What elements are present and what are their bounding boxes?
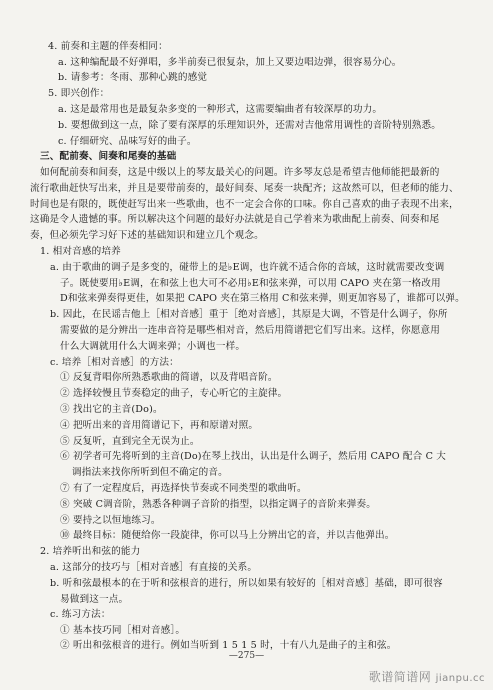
watermark-url: jianpu.cc xyxy=(435,673,485,684)
text-line: 5. 即兴创作： xyxy=(48,88,110,99)
text-line: 时间也是有限的，既使赶写出来一些歌曲，也不一定会合你的口味。你自己喜欢的曲子表现不出来， xyxy=(30,199,459,210)
list-item: ⑥ 初学者可先将听到的主音(Do)在琴上找出，认出是什么调子，然后用 CAPO 配合 C 大 xyxy=(60,451,447,462)
text-line: b. 因此，在民谣吉他上［相对音感］重于［绝对音感］，其原是大调，不管是什么调子，你所 xyxy=(50,309,448,320)
text-line: 易做到这一点。 xyxy=(60,594,129,605)
text-line: 如何配前奏和间奏，这是中级以上的琴友最关心的问题。许多琴友总是希望吉他师能把最新的 xyxy=(40,167,440,178)
list-item: ⑧ 突破 C调音阶，熟悉各种调子音阶的指型，以指定调子的音阶来弹奏。 xyxy=(60,499,376,510)
text-line: 4. 前奏和主题的伴奏相同： xyxy=(48,41,168,52)
text-line: c. 仔细研究、品味写好的曲子。 xyxy=(58,136,197,147)
watermark xyxy=(369,668,485,685)
subsection-heading: 1. 相对音感的培养 xyxy=(40,246,121,257)
text-line: D和弦来弹奏得更佳，如果把 CAPO 夹在第三格用 C和弦来弹，则更加容易了，谁都可以弹。 xyxy=(60,293,465,304)
section-heading: 三、配前奏、间奏和尾奏的基础 xyxy=(40,151,177,162)
text-line: 奏，但必须先学习好下述的基础知识和建立几个观念。 xyxy=(30,230,264,241)
list-item: ⑤ 反复听，直到完全无误为止。 xyxy=(60,436,200,447)
subsection-heading: 2. 培养听出和弦的能力 xyxy=(40,546,141,557)
text-line: 这确是令人遗憾的事。所以解决这个问题的最好办法就是自己学着来为歌曲配上前奏、间奏和尾 xyxy=(30,214,440,225)
text-line: b. 要想做到这一点，除了要有深厚的乐理知识外，还需对吉他常用调性的音阶特别熟悉。 xyxy=(58,120,441,131)
text-line: a. 这种编配最不好弹唱，多半前奏已很复杂，加上又要边唱边弹，很容易分心。 xyxy=(58,57,402,68)
list-item: ① 反复背唱你所熟悉歌曲的简谱，以及背唱音阶。 xyxy=(60,372,278,383)
text-line: a. 由于歌曲的调子是多变的，碰带上的是♭E调，也许就不适合你的音域，这时就需要改变调 xyxy=(50,262,445,273)
list-item: ② 听出和弦根音的进行。例如当听到 1 5 1 5 时，十有八九是曲子的主和弦。 xyxy=(60,640,397,651)
text-line: c. 练习方法： xyxy=(50,609,111,620)
watermark-site-name: 歌谱简谱网 xyxy=(368,670,432,684)
list-item: ④ 把听出来的音用简谱记下，再和原谱对照。 xyxy=(60,420,259,431)
page-number: —275— xyxy=(228,651,265,661)
list-item: ① 基本技巧同［相对音感］。 xyxy=(60,625,186,636)
text-line: b. 请参考：冬雨、那种心跳的感觉 xyxy=(58,72,208,83)
list-item: ⑩ 最终目标：随便给你一段旋律，你可以马上分辨出它的音，并以吉他弹出。 xyxy=(60,530,395,541)
list-item: ⑨ 要持之以恒地练习。 xyxy=(60,515,161,526)
text-line: 需要做的是分辨出一连串音符是哪些相对音，然后用简谱把它们写出来。这样，你愿意用 xyxy=(60,325,441,336)
text-line: 什么大调就用什么大调来弹；小调也一样。 xyxy=(60,341,246,352)
list-item: ③ 找出它的主音(Do)。 xyxy=(60,404,163,415)
text-line: 流行歌曲赶快写出来，并且是要带前奏的，最好间奏、尾奏一块配齐；这故然可以，但老师的能力、 xyxy=(30,183,459,194)
text-line: 调指法来找你所听到但不确定的音。 xyxy=(72,467,228,478)
text-line: b. 听和弦最根本的在于听和弦根音的进行，所以如果有较好的［相对音感］基础，即可很容 xyxy=(50,578,443,589)
text-line: a. 这是最常用也是最复杂多变的一种形式，这需要编曲者有较深厚的功力。 xyxy=(58,104,383,115)
text-line: 子。既使要用♭E调，在和弦上也大可不必用♭E和弦来弹，可以用 CAPO 夹在第一格改用 xyxy=(60,278,441,289)
text-line: c. 培养［相对音感］的方法： xyxy=(50,357,179,368)
list-item: ② 选择较慢且节奏稳定的曲子，专心听它的主旋律。 xyxy=(60,388,288,399)
text-line: a. 这部分的技巧与［相对音感］有直接的关系。 xyxy=(50,562,258,573)
list-item: ⑦ 有了一定程度后，再选择快节奏或不同类型的歌曲听。 xyxy=(60,483,307,494)
